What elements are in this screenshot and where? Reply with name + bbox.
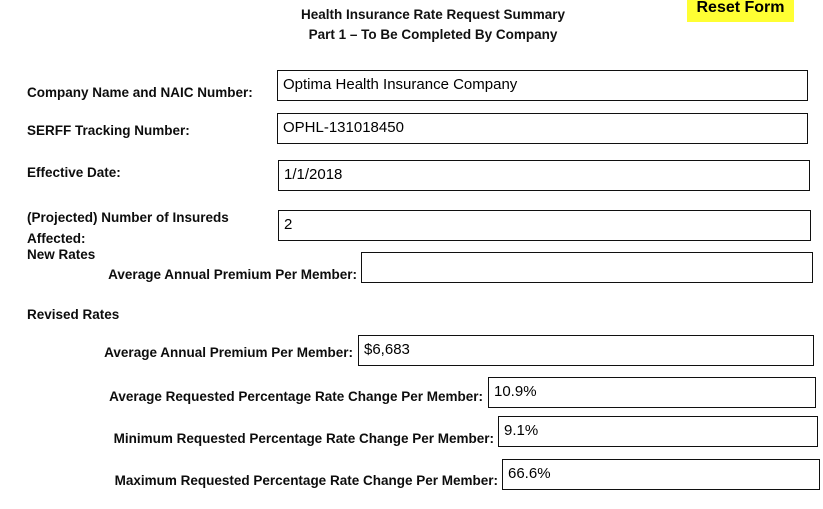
- effective-date-label: Effective Date:: [27, 165, 121, 180]
- form-title-line2: Part 1 – To Be Completed By Company: [308, 27, 558, 42]
- max-rate-change-input[interactable]: [502, 459, 820, 490]
- avg-rate-change-label: Average Requested Percentage Rate Change Per Member:: [109, 389, 483, 404]
- max-rate-change-label: Maximum Requested Percentage Rate Change Per Member:: [114, 473, 498, 488]
- min-rate-change-label: Minimum Requested Percentage Rate Change Per Member:: [113, 431, 494, 446]
- company-name-naic-label: Company Name and NAIC Number:: [27, 85, 253, 100]
- revised-rates-heading: Revised Rates: [27, 307, 120, 322]
- form-title-line1: Health Insurance Rate Request Summary: [300, 7, 566, 22]
- insureds-affected-input[interactable]: [278, 210, 811, 241]
- serff-tracking-label: SERFF Tracking Number:: [27, 123, 190, 138]
- company-name-naic-input[interactable]: [277, 70, 808, 101]
- revised-avg-premium-input[interactable]: [358, 335, 814, 366]
- new-rates-heading: New Rates: [27, 247, 96, 262]
- serff-tracking-input[interactable]: [277, 113, 808, 144]
- new-avg-premium-label: Average Annual Premium Per Member:: [108, 267, 357, 282]
- effective-date-input[interactable]: [278, 160, 810, 191]
- min-rate-change-input[interactable]: [498, 416, 818, 447]
- revised-avg-premium-label: Average Annual Premium Per Member:: [104, 345, 353, 360]
- avg-rate-change-input[interactable]: [488, 377, 816, 408]
- insureds-affected-label: (Projected) Number of Insureds Affected:: [27, 210, 229, 246]
- new-avg-premium-input[interactable]: [361, 252, 813, 283]
- reset-form-button[interactable]: Reset Form: [687, 0, 794, 22]
